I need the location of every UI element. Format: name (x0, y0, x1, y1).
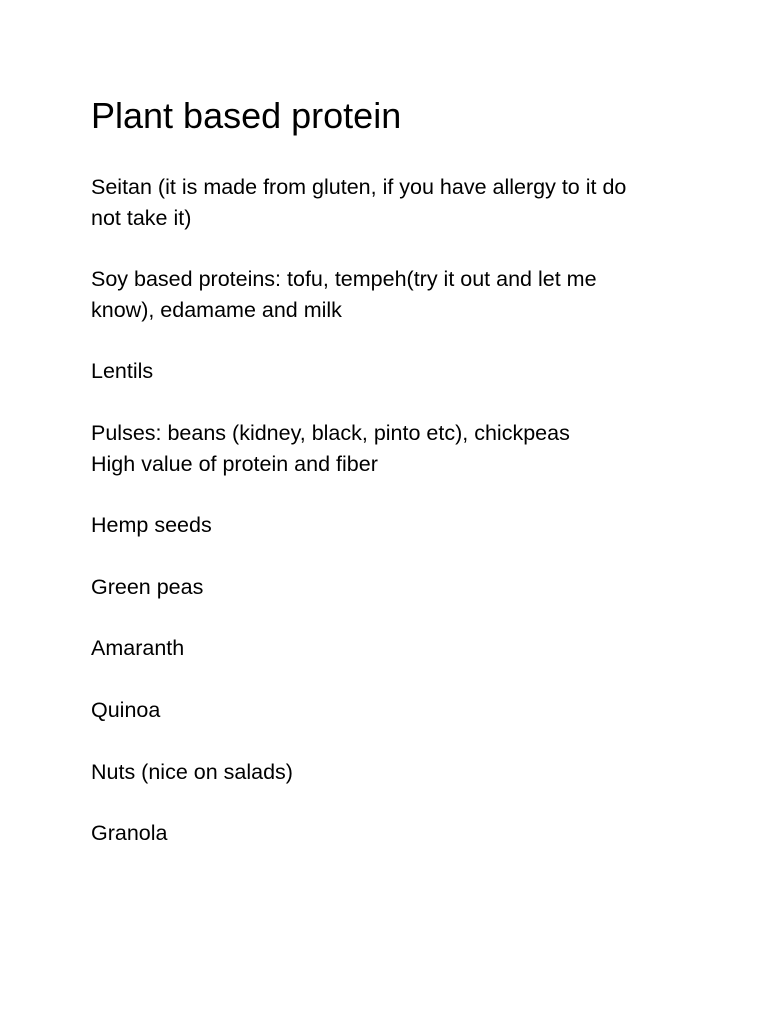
paragraph-nuts (91, 757, 691, 788)
paragraph-quinoa (91, 695, 691, 726)
text-line: High value of protein and fiber (91, 452, 378, 476)
text-line: know), edamame and milk (91, 298, 342, 322)
paragraph-pulses (91, 418, 691, 480)
text-line: Seitan (it is made from gluten, if you have allergy to it do (91, 175, 627, 199)
paragraph-hemp-seeds (91, 510, 691, 541)
text-line: Lentils (91, 359, 154, 383)
document-title: Plant based protein (91, 95, 402, 136)
text-line: not take it) (91, 206, 192, 230)
paragraph-granola (91, 818, 691, 849)
paragraph-lentils (91, 356, 691, 387)
paragraph-soy (91, 264, 691, 326)
paragraph-seitan (91, 172, 691, 234)
text-line: Granola (91, 821, 168, 845)
text-line: Green peas (91, 575, 204, 599)
text-line: Quinoa (91, 698, 161, 722)
text-line: Amaranth (91, 636, 185, 660)
text-line: Nuts (nice on salads) (91, 760, 293, 784)
text-line: Pulses: beans (kidney, black, pinto etc), chickpeas (91, 421, 570, 445)
paragraph-amaranth (91, 633, 691, 664)
text-line: Soy based proteins: tofu, tempeh(try it out and let me (91, 267, 597, 291)
paragraph-green-peas (91, 572, 691, 603)
text-line: Hemp seeds (91, 513, 212, 537)
